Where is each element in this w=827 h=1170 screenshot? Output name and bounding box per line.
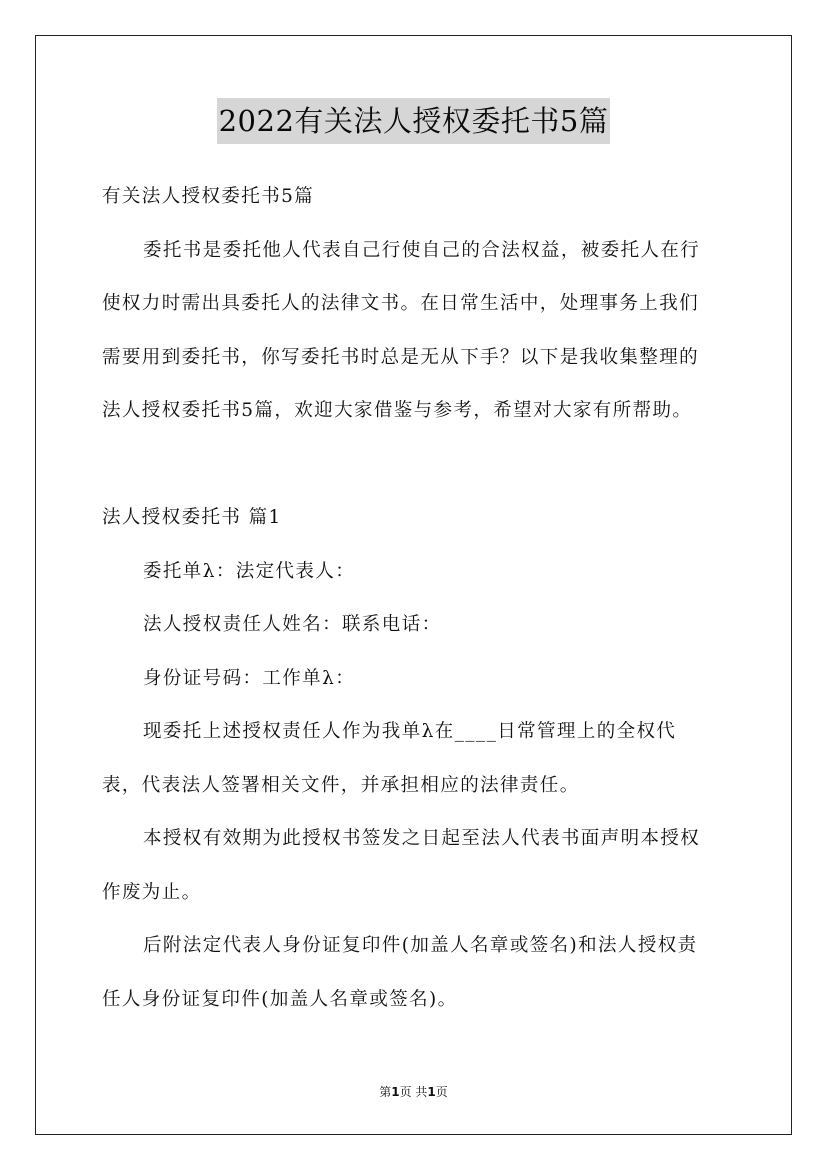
text-line: 任人身份证复印件(加盖人名章或签名)。	[102, 988, 458, 1010]
text-line: 有关法人授权委托书5篇	[102, 186, 315, 207]
paragraph-lines	[102, 170, 726, 1026]
document-title: 2022有关法人授权委托书5篇	[217, 98, 611, 144]
text-line: 使权力时需出具委托人的法律文书。在日常生活中，处理事务上我们	[102, 293, 700, 314]
footer-suffix: 页	[435, 1085, 448, 1099]
text-line: 法人授权委托书5篇，欢迎大家借鉴与参考，希望对大家有所帮助。	[102, 400, 693, 421]
footer-page-number: 1	[391, 1085, 400, 1099]
footer-prefix: 第	[379, 1085, 392, 1099]
document-body	[102, 170, 726, 1026]
text-line: 委托单λ：法定代表人：	[143, 560, 356, 582]
text-line: 需要用到委托书，你写委托书时总是无从下手？以下是我收集整理的	[102, 346, 700, 368]
text-line: 作废为止。	[102, 881, 202, 903]
footer-middle: 页 共	[399, 1085, 428, 1099]
blank-line	[102, 438, 726, 492]
text-line: 现委托上述授权责任人作为我单λ在____日常管理上的全权代	[143, 721, 677, 742]
text-line: 法人授权责任人姓名：联系电话：	[143, 614, 442, 635]
page-footer	[0, 1083, 827, 1100]
footer-total-pages: 1	[427, 1085, 436, 1099]
text-line: 委托书是委托他人代表自己行使自己的合法权益，被委托人在行	[143, 239, 701, 261]
title-container	[0, 98, 827, 144]
text-line: 法人授权委托书 篇1	[102, 507, 282, 528]
text-line: 后附法定代表人身份证复印件(加盖人名章或签名)和法人授权责	[143, 935, 698, 956]
text-line: 本授权有效期为此授权书签发之日起至法人代表书面声明本授权	[143, 828, 701, 849]
text-line: 身份证号码：工作单λ：	[143, 667, 356, 689]
text-line: 表，代表法人签署相关文件，并承担相应的法律责任。	[102, 774, 580, 796]
